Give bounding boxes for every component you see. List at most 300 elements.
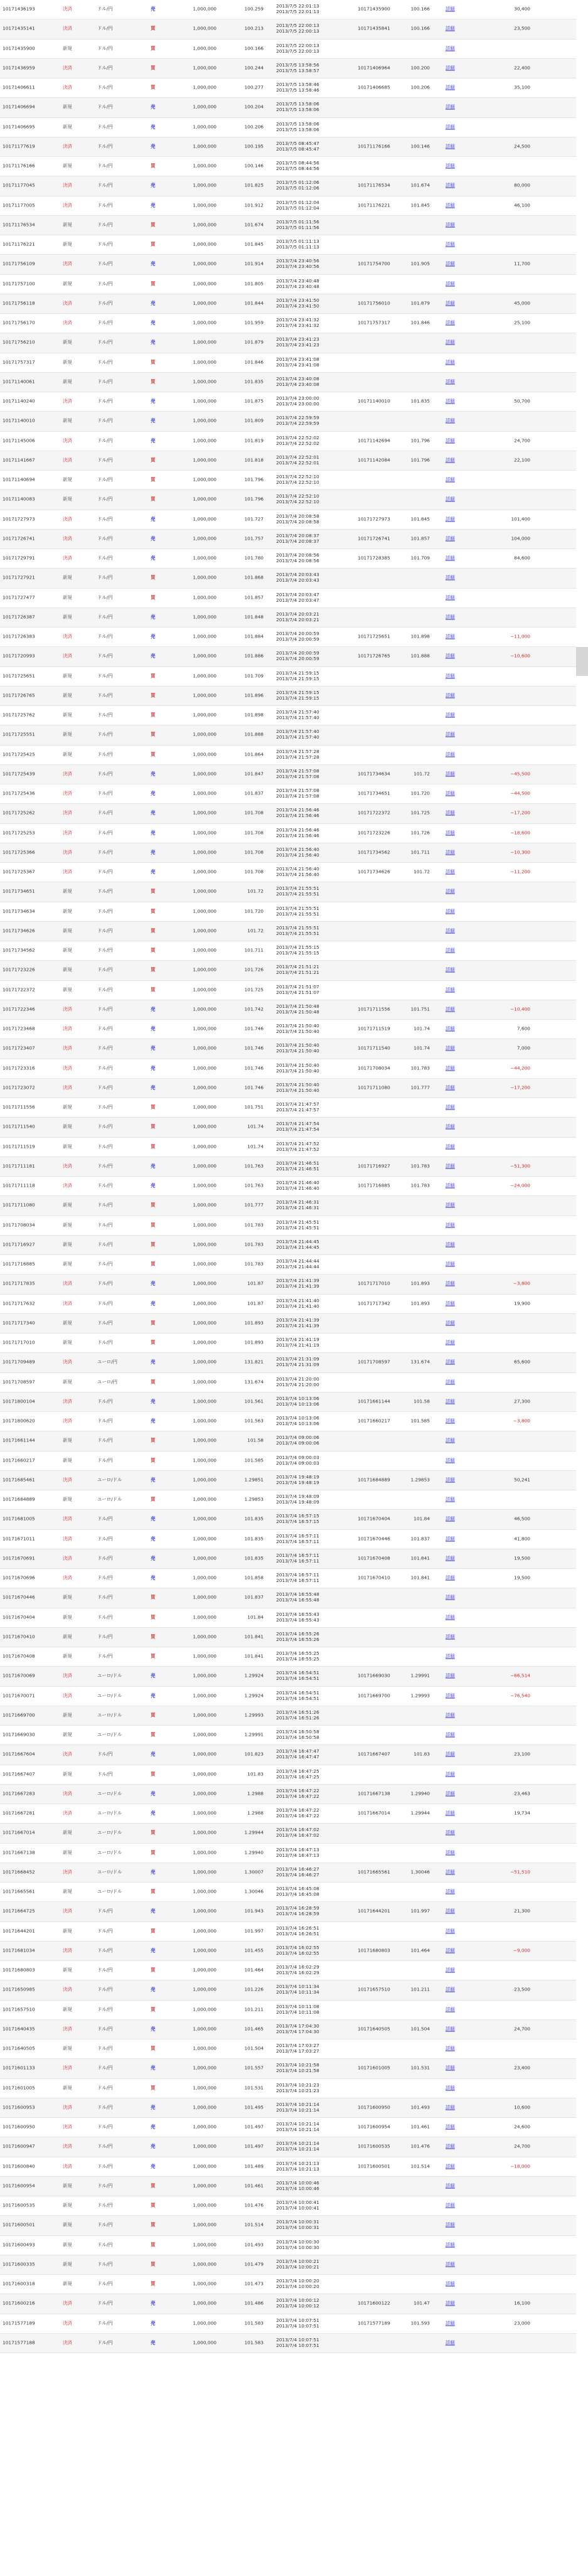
trade-side: 売	[151, 2065, 156, 2071]
trade-id: 10171756109	[3, 260, 35, 267]
detail-link[interactable]: 詳細	[446, 1810, 455, 1816]
date: 2013/7/4 21:45:51	[276, 1219, 319, 1225]
date: 2013/7/4 23:41:50	[276, 297, 319, 303]
currency-pair: ドル/円	[97, 574, 113, 580]
detail-link[interactable]: 詳細	[446, 1496, 455, 1502]
date: 2013/7/4 16:54:51	[276, 1695, 319, 1701]
date: 2013/7/4 10:00:30	[276, 2244, 319, 2250]
trade-times	[276, 318, 351, 329]
exec-time	[276, 1108, 351, 1113]
table-row	[0, 1863, 576, 1883]
detail-link[interactable]: 詳細	[446, 1712, 455, 1718]
detail-link[interactable]: 詳細	[446, 535, 455, 542]
trade-side: 売	[151, 437, 156, 444]
date: 2013/7/5 08:45:47	[276, 146, 319, 152]
detail-link[interactable]: 詳細	[446, 202, 455, 208]
currency-pair: ユーロ/ドル	[97, 1712, 122, 1718]
trade-times	[276, 1279, 351, 1290]
date: 2013/7/4 10:11:34	[276, 1989, 319, 1996]
trade-lot: 1,000,000	[193, 1163, 216, 1169]
profit-loss: −76,540	[510, 1692, 530, 1699]
date: 2013/7/4 21:44:44	[276, 1258, 319, 1264]
counter-trade-id: 10171660217	[358, 1418, 390, 1424]
exec-time	[276, 558, 351, 564]
trade-lot: 1,000,000	[193, 555, 216, 561]
date: 2013/7/4 23:40:56	[276, 264, 319, 270]
detail-link[interactable]: 詳細	[446, 810, 455, 816]
detail-link[interactable]: 詳細	[446, 2065, 455, 2071]
table-row	[0, 2098, 576, 2118]
detail-link[interactable]: 詳細	[446, 790, 455, 796]
detail-link[interactable]: 詳細	[446, 1633, 455, 1640]
table-row	[0, 392, 576, 412]
exec-time	[276, 1421, 351, 1427]
counter-price: 101.841	[410, 1555, 430, 1561]
trade-id: 10171717010	[3, 1339, 35, 1345]
detail-link[interactable]: 詳細	[446, 222, 455, 228]
currency-pair: ドル/円	[97, 1143, 113, 1150]
trade-id: 10171644201	[3, 1928, 35, 1934]
trade-type: 決済	[63, 849, 72, 855]
trade-times	[276, 1004, 351, 1015]
table-row	[0, 2294, 576, 2314]
detail-link[interactable]: 詳細	[446, 712, 455, 718]
detail-link[interactable]: 詳細	[446, 1574, 455, 1581]
trade-id: 10171600953	[3, 2104, 35, 2110]
trade-side: 売	[151, 1065, 156, 1071]
detail-link[interactable]: 詳細	[446, 771, 455, 777]
counter-trade-id: 10171722372	[358, 810, 390, 816]
trade-lot: 1,000,000	[193, 771, 216, 777]
profit-loss: 19,900	[514, 1300, 530, 1307]
currency-pair: ドル/円	[97, 1594, 113, 1600]
currency-pair: ドル/円	[97, 1771, 113, 1777]
date: 2013/7/4 21:46:31	[276, 1205, 319, 1211]
trade-type: 新規	[63, 1143, 72, 1150]
detail-link[interactable]: 詳細	[446, 241, 455, 247]
detail-link[interactable]: 詳細	[446, 633, 455, 639]
detail-link[interactable]: 詳細	[446, 300, 455, 306]
table-row	[0, 2216, 576, 2235]
date: 2013/7/4 20:00:59	[276, 656, 319, 662]
detail-link[interactable]: 詳細	[446, 1869, 455, 1875]
profit-loss: 24,700	[514, 2026, 530, 2032]
trade-price: 101.864	[244, 751, 264, 757]
currency-pair: ドル/円	[97, 555, 113, 561]
trade-type: 決済	[63, 2124, 72, 2130]
trade-side: 売	[151, 614, 156, 620]
detail-link[interactable]: 詳細	[446, 2280, 455, 2287]
detail-link[interactable]: 詳細	[446, 1123, 455, 1130]
trade-price: 131.674	[244, 1379, 264, 1385]
counter-price: 101.476	[410, 2143, 430, 2149]
detail-link[interactable]: 詳細	[446, 2006, 455, 2012]
trade-lot: 1,000,000	[193, 1496, 216, 1502]
detail-link[interactable]: 詳細	[446, 6, 455, 12]
trade-price: 101.708	[244, 849, 264, 855]
detail-link[interactable]: 詳細	[446, 2320, 455, 2326]
detail-link[interactable]: 詳細	[446, 1300, 455, 1307]
detail-link[interactable]: 詳細	[446, 986, 455, 993]
detail-link[interactable]: 詳細	[446, 1261, 455, 1267]
table-row	[0, 137, 576, 157]
detail-link[interactable]: 詳細	[446, 2026, 455, 2032]
trade-lot: 1,000,000	[193, 437, 216, 444]
trade-type: 決済	[63, 633, 72, 639]
trade-times	[276, 828, 351, 839]
detail-link[interactable]: 詳細	[446, 830, 455, 836]
table-row	[0, 432, 576, 451]
detail-link[interactable]: 詳細	[446, 1849, 455, 1856]
date: 2013/7/4 09:00:06	[276, 1435, 319, 1441]
date: 2013/7/4 21:44:44	[276, 1264, 319, 1270]
detail-link[interactable]: 詳細	[446, 1790, 455, 1797]
detail-link[interactable]: 詳細	[446, 1672, 455, 1679]
currency-pair: ユーロ/ドル	[97, 1731, 122, 1738]
profit-loss: 80,000	[514, 182, 530, 188]
date: 2013/7/5 08:45:47	[276, 141, 319, 146]
currency-pair: ドル/円	[97, 1967, 113, 1973]
trade-type: 決済	[63, 1574, 72, 1581]
trade-type: 決済	[63, 1908, 72, 1914]
detail-link[interactable]: 詳細	[446, 1143, 455, 1150]
detail-link[interactable]: 詳細	[446, 2163, 455, 2169]
detail-link[interactable]: 詳細	[446, 1418, 455, 1424]
detail-link[interactable]: 詳細	[446, 2221, 455, 2228]
trade-lot: 1,000,000	[193, 1280, 216, 1286]
detail-link[interactable]: 詳細	[446, 143, 455, 149]
detail-link[interactable]: 詳細	[446, 574, 455, 580]
currency-pair: ドル/円	[97, 182, 113, 188]
trade-price: 101.561	[244, 1398, 264, 1404]
detail-link[interactable]: 詳細	[446, 1614, 455, 1620]
detail-link[interactable]: 詳細	[446, 1241, 455, 1248]
detail-link[interactable]: 詳細	[446, 1104, 455, 1110]
detail-link[interactable]: 詳細	[446, 1202, 455, 1208]
detail-link[interactable]: 詳細	[446, 1888, 455, 1895]
date: 2013/7/4 21:51:07	[276, 983, 319, 990]
detail-link[interactable]: 詳細	[446, 2183, 455, 2189]
detail-link[interactable]: 詳細	[446, 1947, 455, 1953]
profit-loss: −11,000	[510, 633, 530, 639]
counter-price: 101.783	[410, 1065, 430, 1071]
detail-link[interactable]: 詳細	[446, 496, 455, 502]
detail-link[interactable]: 詳細	[446, 1398, 455, 1404]
date: 2013/7/4 16:28:59	[276, 1911, 319, 1917]
detail-link[interactable]: 詳細	[446, 2242, 455, 2248]
currency-pair: ドル/円	[97, 2202, 113, 2208]
detail-link[interactable]: 詳細	[446, 1594, 455, 1600]
trade-side: 売	[151, 810, 156, 816]
detail-link[interactable]: 詳細	[446, 673, 455, 679]
detail-link[interactable]: 詳細	[446, 1731, 455, 1738]
detail-link[interactable]: 詳細	[446, 2124, 455, 2130]
currency-pair: ドル/円	[97, 378, 113, 385]
detail-link[interactable]: 詳細	[446, 1359, 455, 1365]
trade-times	[276, 651, 351, 663]
detail-link[interactable]: 詳細	[446, 398, 455, 404]
detail-link[interactable]: 詳細	[446, 751, 455, 757]
counter-price: 101.898	[410, 633, 430, 639]
date: 2013/7/4 16:47:22	[276, 1788, 319, 1793]
detail-link[interactable]: 詳細	[446, 849, 455, 855]
trade-price: 101.746	[244, 1065, 264, 1071]
detail-link[interactable]: 詳細	[446, 378, 455, 385]
detail-link[interactable]: 詳細	[446, 1928, 455, 1934]
date: 2013/7/4 21:57:08	[276, 793, 319, 799]
trade-times	[276, 1729, 351, 1741]
trade-id: 10171734634	[3, 908, 35, 914]
detail-link[interactable]: 詳細	[446, 2085, 455, 2091]
detail-link[interactable]: 詳細	[446, 359, 455, 365]
exec-time	[276, 1775, 351, 1780]
detail-link[interactable]: 詳細	[446, 516, 455, 522]
detail-link[interactable]: 詳細	[446, 868, 455, 875]
date: 2013/7/4 21:50:40	[276, 1087, 319, 1093]
trade-price: 101.72	[247, 888, 264, 894]
trade-id: 10171671011	[3, 1536, 35, 1542]
trade-price: 101.557	[244, 2065, 264, 2071]
counter-trade-id: 10171601005	[358, 2065, 390, 2071]
trade-side: 買	[151, 476, 156, 483]
trade-lot: 1,000,000	[193, 1515, 216, 1522]
detail-link[interactable]: 詳細	[446, 1771, 455, 1777]
detail-link[interactable]: 詳細	[446, 1222, 455, 1228]
date: 2013/7/4 22:59:59	[276, 415, 319, 421]
exec-time	[276, 1676, 351, 1682]
detail-link[interactable]: 詳細	[446, 417, 455, 424]
detail-link[interactable]: 詳細	[446, 84, 455, 90]
detail-link[interactable]: 詳細	[446, 1163, 455, 1169]
counter-trade-id: 10171728385	[358, 555, 390, 561]
currency-pair: ドル/円	[97, 84, 113, 90]
detail-link[interactable]: 詳細	[446, 908, 455, 914]
currency-pair: ドル/円	[97, 2026, 113, 2032]
trade-side: 買	[151, 1594, 156, 1600]
trade-type: 決済	[63, 6, 72, 12]
detail-link[interactable]: 詳細	[446, 1025, 455, 1032]
trade-type: 決済	[63, 830, 72, 836]
detail-link[interactable]: 詳細	[446, 2104, 455, 2110]
date: 2013/7/4 20:03:47	[276, 597, 319, 603]
detail-link[interactable]: 詳細	[446, 1457, 455, 1463]
currency-pair: ドル/円	[97, 2339, 113, 2346]
trade-times	[276, 2259, 351, 2270]
trade-id: 10171709489	[3, 1359, 35, 1365]
detail-link[interactable]: 詳細	[446, 2300, 455, 2306]
detail-link[interactable]: 詳細	[446, 1006, 455, 1012]
table-row	[0, 589, 576, 608]
detail-link[interactable]: 詳細	[446, 2143, 455, 2149]
trade-id: 10171725551	[3, 731, 35, 737]
exec-time	[276, 578, 351, 584]
table-row	[0, 1726, 576, 1745]
detail-link[interactable]: 詳細	[446, 339, 455, 345]
trade-times	[276, 592, 351, 604]
detail-link[interactable]: 詳細	[446, 1339, 455, 1345]
detail-link[interactable]: 詳細	[446, 1555, 455, 1561]
trade-times	[276, 2299, 351, 2310]
detail-link[interactable]: 詳細	[446, 1692, 455, 1699]
date: 2013/7/4 21:55:51	[276, 911, 319, 917]
trade-side: 売	[151, 1947, 156, 1953]
date: 2013/7/5 13:58:57	[276, 67, 319, 73]
detail-link[interactable]: 詳細	[446, 555, 455, 561]
trade-id: 10171600493	[3, 2242, 35, 2248]
detail-link[interactable]: 詳細	[446, 476, 455, 483]
detail-link[interactable]: 詳細	[446, 2339, 455, 2346]
detail-link[interactable]: 詳細	[446, 594, 455, 601]
trade-lot: 1,000,000	[193, 1477, 216, 1483]
exec-time	[276, 1323, 351, 1329]
detail-link[interactable]: 詳細	[446, 1084, 455, 1091]
detail-link[interactable]: 詳細	[446, 888, 455, 894]
trade-side: 売	[151, 2026, 156, 2032]
counter-trade-id: 10171600535	[358, 2143, 390, 2149]
date: 2013/7/4 23:00:00	[276, 401, 319, 407]
profit-loss: −66,514	[510, 1672, 530, 1679]
detail-link[interactable]: 詳細	[446, 2045, 455, 2051]
detail-link[interactable]: 詳細	[446, 163, 455, 169]
exec-time	[276, 1167, 351, 1172]
exec-time	[276, 1696, 351, 1702]
counter-trade-id: 10171669700	[358, 1692, 390, 1699]
detail-link[interactable]: 詳細	[446, 653, 455, 659]
detail-link[interactable]: 詳細	[446, 124, 455, 130]
trade-price: 100.259	[244, 6, 264, 12]
trade-lot: 1,000,000	[193, 1261, 216, 1267]
date: 2013/7/4 16:55:48	[276, 1597, 319, 1603]
detail-link[interactable]: 詳細	[446, 1829, 455, 1836]
trade-id: 10171435141	[3, 25, 35, 31]
table-row	[0, 490, 576, 510]
currency-pair: ドル/円	[97, 908, 113, 914]
detail-link[interactable]: 詳細	[446, 1536, 455, 1542]
detail-link[interactable]: 詳細	[446, 281, 455, 287]
trade-lot: 1,000,000	[193, 1692, 216, 1699]
trade-id: 10171725439	[3, 771, 35, 777]
detail-link[interactable]: 詳細	[446, 1280, 455, 1286]
detail-link[interactable]: 詳細	[446, 1437, 455, 1443]
scrollbar-thumb[interactable]	[576, 647, 588, 676]
date: 2013/7/5 13:58:06	[276, 120, 319, 127]
profit-loss: 7,600	[516, 1025, 530, 1032]
trade-type: 決済	[63, 1006, 72, 1012]
detail-link[interactable]: 詳細	[446, 1751, 455, 1757]
trade-price: 100.195	[244, 143, 264, 149]
trade-lot: 1,000,000	[193, 692, 216, 698]
detail-link[interactable]: 詳細	[446, 966, 455, 973]
trade-price: 101.845	[244, 241, 264, 247]
detail-link[interactable]: 詳細	[446, 104, 455, 110]
trade-lot: 1,000,000	[193, 222, 216, 228]
exec-time	[276, 166, 351, 172]
trade-type: 新規	[63, 2202, 72, 2208]
counter-trade-id: 10171667138	[358, 1790, 390, 1797]
counter-trade-id: 10171600950	[358, 2104, 390, 2110]
detail-link[interactable]: 詳細	[446, 692, 455, 698]
table-row	[0, 176, 576, 196]
trade-price: 101.886	[244, 653, 264, 659]
exec-time	[276, 2245, 351, 2251]
currency-pair: ドル/円	[97, 2143, 113, 2149]
detail-link[interactable]: 詳細	[446, 1653, 455, 1659]
trade-price: 101.841	[244, 1633, 264, 1640]
detail-link[interactable]: 詳細	[446, 614, 455, 620]
trade-type: 新規	[63, 2006, 72, 2012]
trade-id: 10171684889	[3, 1496, 35, 1502]
detail-link[interactable]: 詳細	[446, 1967, 455, 1973]
counter-trade-id: 10171727973	[358, 516, 390, 522]
trade-side: 売	[151, 830, 156, 836]
trade-times	[276, 965, 351, 976]
detail-link[interactable]: 詳細	[446, 1065, 455, 1071]
trade-price: 101.847	[244, 771, 264, 777]
date: 2013/7/4 16:26:51	[276, 1930, 319, 1937]
detail-link[interactable]: 詳細	[446, 1986, 455, 1992]
detail-link[interactable]: 詳細	[446, 1908, 455, 1914]
detail-link[interactable]: 詳細	[446, 25, 455, 31]
trade-id: 10171140083	[3, 496, 35, 502]
date: 2013/7/5 01:12:06	[276, 185, 319, 191]
date: 2013/7/4 23:40:08	[276, 381, 319, 387]
detail-link[interactable]: 詳細	[446, 1320, 455, 1326]
trade-id: 10171717632	[3, 1300, 35, 1307]
trade-times	[276, 2240, 351, 2251]
detail-link[interactable]: 詳細	[446, 2261, 455, 2267]
detail-link[interactable]: 詳細	[446, 1379, 455, 1385]
table-row	[0, 1804, 576, 1824]
detail-link[interactable]: 詳細	[446, 947, 455, 953]
detail-link[interactable]: 詳細	[446, 65, 455, 71]
date: 2013/7/4 20:08:56	[276, 552, 319, 558]
detail-link[interactable]: 詳細	[446, 437, 455, 444]
date: 2013/7/5 13:58:06	[276, 126, 319, 132]
trade-lot: 1,000,000	[193, 1222, 216, 1228]
table-row	[0, 1922, 576, 1942]
detail-link[interactable]: 詳細	[446, 1515, 455, 1522]
detail-link[interactable]: 詳細	[446, 731, 455, 737]
detail-link[interactable]: 詳細	[446, 2202, 455, 2208]
trade-lot: 1,000,000	[193, 1320, 216, 1326]
date: 2013/7/4 21:50:48	[276, 1003, 319, 1009]
trade-id: 10171667407	[3, 1771, 35, 1777]
detail-link[interactable]: 詳細	[446, 45, 455, 51]
detail-link[interactable]: 詳細	[446, 1045, 455, 1051]
date: 2013/7/4 10:00:41	[276, 2199, 319, 2206]
detail-link[interactable]: 詳細	[446, 1477, 455, 1483]
trade-price: 101.837	[244, 1594, 264, 1600]
date: 2013/7/4 16:57:15	[276, 1519, 319, 1525]
trade-type: 新規	[63, 1123, 72, 1130]
currency-pair: ドル/円	[97, 692, 113, 698]
detail-link[interactable]: 詳細	[446, 319, 455, 326]
trade-type: 決済	[63, 1751, 72, 1757]
detail-link[interactable]: 詳細	[446, 1182, 455, 1189]
detail-link[interactable]: 詳細	[446, 457, 455, 463]
trade-lot: 1,000,000	[193, 1986, 216, 1992]
detail-link[interactable]: 詳細	[446, 182, 455, 188]
detail-link[interactable]: 詳細	[446, 260, 455, 267]
vertical-scrollbar[interactable]	[576, 0, 588, 2576]
counter-price: 101.47	[414, 2300, 430, 2306]
currency-pair: ドル/円	[97, 1084, 113, 1091]
trade-type: 決済	[63, 516, 72, 522]
date: 2013/7/4 10:00:31	[276, 2225, 319, 2231]
detail-link[interactable]: 詳細	[446, 927, 455, 934]
trade-lot: 1,000,000	[193, 849, 216, 855]
trade-id: 10171669030	[3, 1731, 35, 1738]
